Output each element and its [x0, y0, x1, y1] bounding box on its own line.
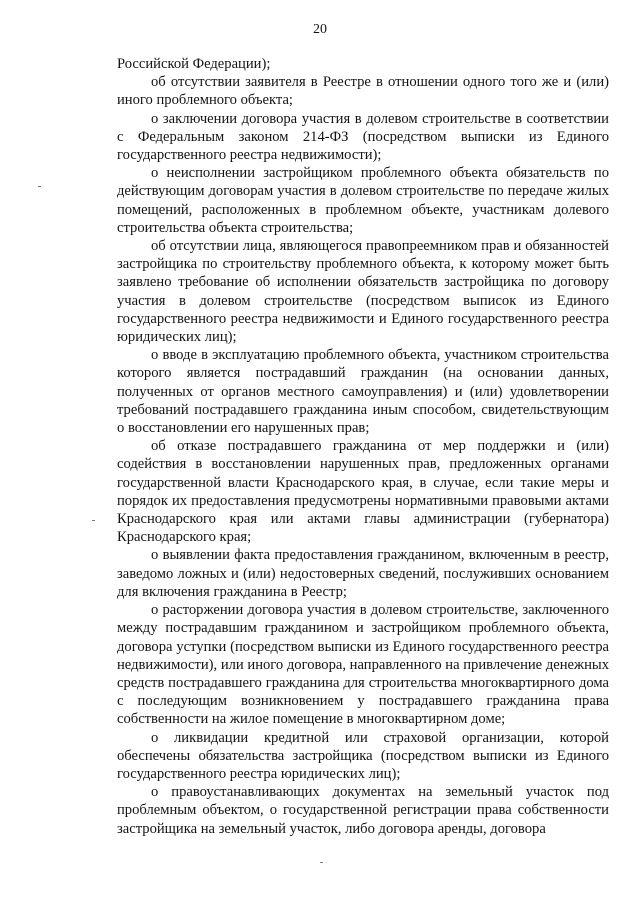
page-number: 20 [313, 22, 327, 37]
paragraph-contract-conclusion: о заключении договора участия в долевом строительстве в соответствии с Федеральным законом 214-ФЗ (посредством выписки из Единого государственного реестра недвижимости); [117, 110, 609, 164]
paragraph-non-fulfillment: о неисполнении застройщиком проблемного объекта обязательств по действующим договорам участия в долевом строительстве по передаче жилых помещений, расположенных в проблемном объекте, участникам долевого строительства объекта строительства; [117, 165, 609, 236]
paragraph-refusal: об отказе пострадавшего гражданина от мер поддержки и (или) содействия в восстановлении нарушенных прав, предложенных органами государственной власти Краснодарского края, в случае, если такие меры и порядок их предоставления предусмотрены нормативными правовыми актами Краснодарского края или актами главы администрации (губернатора) Краснодарского края; [117, 438, 609, 546]
paragraph-no-successor: об отсутствии лица, являющегося правопреемником прав и обязанностей застройщика по строительству проблемного объекта, к которому может быть заявлено требование об исполнении обязательств застройщика по договору участия в долевом строительстве (посредством выписок из Единого государственного реестра недвижимости и Единого государственного реестра юридических лиц); [117, 238, 609, 346]
paragraph-false-info: о выявлении факта предоставления гражданином, включенным в реестр, заведомо ложных и (или) недостоверных сведений, послуживших основанием для включения гражданина в Реестр; [117, 547, 609, 600]
paragraph-commissioning: о вводе в эксплуатацию проблемного объекта, участником строительства которого является пострадавший гражданин (на основании данных, полученных от органов местного самоуправления) и (или) удовлетворении требований пострадавшего гражданина иным способом, свидетельствующим о восстановлении его нарушенных прав; [117, 347, 609, 437]
paragraph-liquidation: о ликвидации кредитной или страховой организации, которой обеспечены обязательства застройщика (посредством выписки из Единого государственного реестра юридических лиц); [117, 729, 609, 782]
paragraph-land-documents: о правоустанавливающих документах на земельный участок под проблемным объектом, о государственной регистрации права собственности застройщика на земельный участок, либо договора аренды, договора [117, 784, 609, 837]
document-body [117, 55, 609, 838]
paragraph-applicant-absence: об отсутствии заявителя в Реестре в отношении одного того же и (или) иного проблемного объекта; [117, 74, 609, 109]
paragraph-continuation: Российской Федерации); [117, 56, 271, 72]
paragraph-contract-termination: о расторжении договора участия в долевом строительстве, заключенного между пострадавшим гражданином и застройщиком проблемного объекта, договора уступки (посредством выписки из Единого государственного реестра недвижимости), или иного договора, направленного на привлечение денежных средств пострадавшего гражданина для строительства многоквартирного дома с последующим возникновением у пострадавшего гражданина права собственности на жилое помещение в многоквартирном доме; [117, 602, 609, 728]
margin-mark [38, 186, 41, 187]
margin-mark [320, 862, 323, 863]
margin-mark [92, 520, 95, 521]
